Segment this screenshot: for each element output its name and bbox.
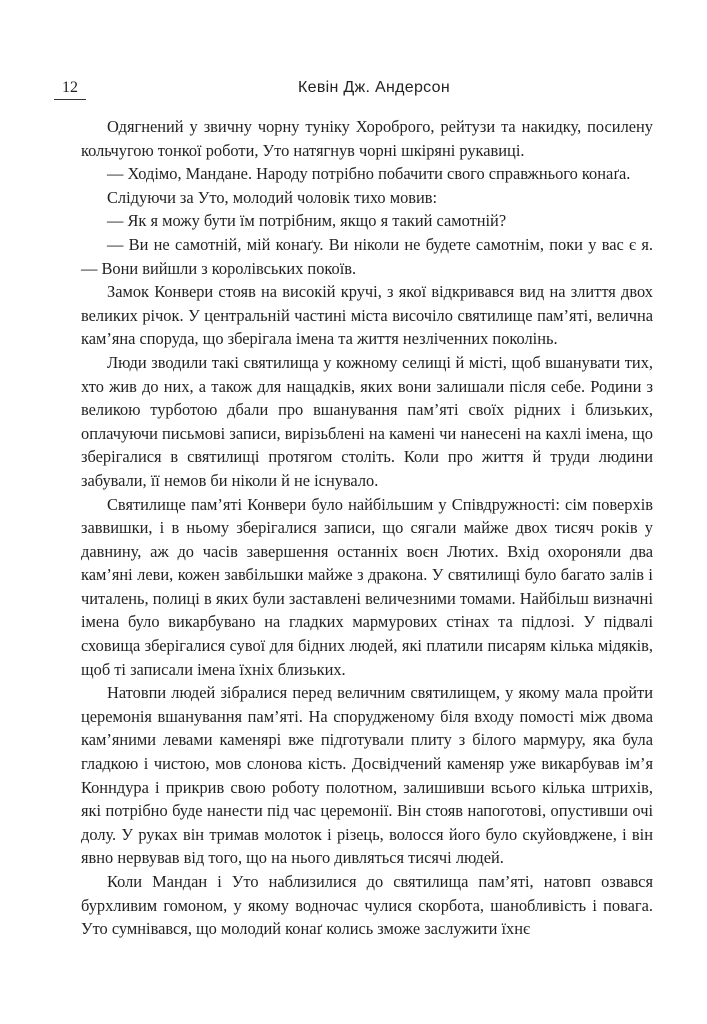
paragraph: Одягнений у звичну чорну туніку Хороброго, рейтузи та накидку, посилену кольчугою тонкої роботи, Уто натягнув чорні шкіряні рукавиці. (81, 117, 653, 160)
running-head-author: Кевін Дж. Андерсон (298, 79, 450, 96)
page-number: 12 (54, 78, 86, 100)
paragraph: — Ви не самотній, мій конаґу. Ви ніколи не будете самотнім, поки у вас є я. — Вони вийшли з королівських покоїв. (81, 234, 653, 278)
paragraph: Святилище пам’яті Конвери було найбільшим у Співдружності: сім поверхів заввишки, і в ньому зберігалися записи, що сягали майже двох тисяч років у давнину, аж до часів завершення останніх воєн Лютих. Вхід охороняли два кам’яні леви, кожен завбільшки майже з дракона. У святилищі було багато залів і читалень, полиці в яких були заставлені величезними томами. Найбільш визначні імена було викарбувано на гладких мармурових стінах та підлозі. У підвалі сховища зберігалися сувої для бідних людей, які платили писарям кілька мідяків, щоб ті записали імена їхніх близьких. (81, 494, 653, 679)
paragraph: Слідуючи за Уто, молодий чоловік тихо мовив: (107, 187, 438, 207)
body-text (81, 115, 653, 941)
page-header (54, 78, 654, 100)
paragraph: Замок Конвери стояв на високій кручі, з якої відкривався вид на злиття двох великих річок. У центральній частині міста височіло святилище пам’яті, велична кам’яна споруда, що зберігала імена та життя незліченних поколінь. (81, 282, 653, 349)
paragraph: Коли Мандан і Уто наблизилися до святилища пам’яті, натовп озвався бурхливим гомоном, у якому водночас чулися скорбота, шанобливість і повага. Уто сумнівався, що молодий конаґ колись зможе заслужити їхнє (81, 872, 653, 939)
paragraph: Люди зводили такі святилища у кожному селищі й місті, щоб вшанувати тих, хто жив до них, а також для нащадків, яких вони залишали після себе. Родини з великою турботою дбали про вшанування пам’яті своїх рідних і близьких, оплачуючи письмові записи, вирізьблені на камені чи нанесені на кахлі імена, що зберігалися в святилищі протягом століть. Коли про життя й труди людини забували, її немов би ніколи й не існувало. (81, 352, 653, 490)
paragraph: Натовпи людей зібралися перед величним святилищем, у якому мала пройти церемонія вшанування пам’яті. На спорудженому біля входу помості між двома кам’яними левами каменярі вже підготували плиту з білого мармуру, яка була гладкою і чистою, мов слонова кість. Досвідчений каменяр уже викарбував ім’я Конндура і прикрив свою роботу полотном, залишивши всього кілька штрихів, які потрібно буде нанести під час церемонії. Він стояв напоготові, опустивши очі долу. У руках він тримав молоток і різець, волосся його було скуйовджене, і він явно нервував від того, що на нього дивляться тисячі людей. (81, 683, 653, 868)
paragraph: — Як я можу бути їм потрібним, якщо я такий самотній? (107, 211, 507, 231)
paragraph: — Ходімо, Мандане. Народу потрібно побачити свого справжнього конаґа. (107, 164, 631, 184)
